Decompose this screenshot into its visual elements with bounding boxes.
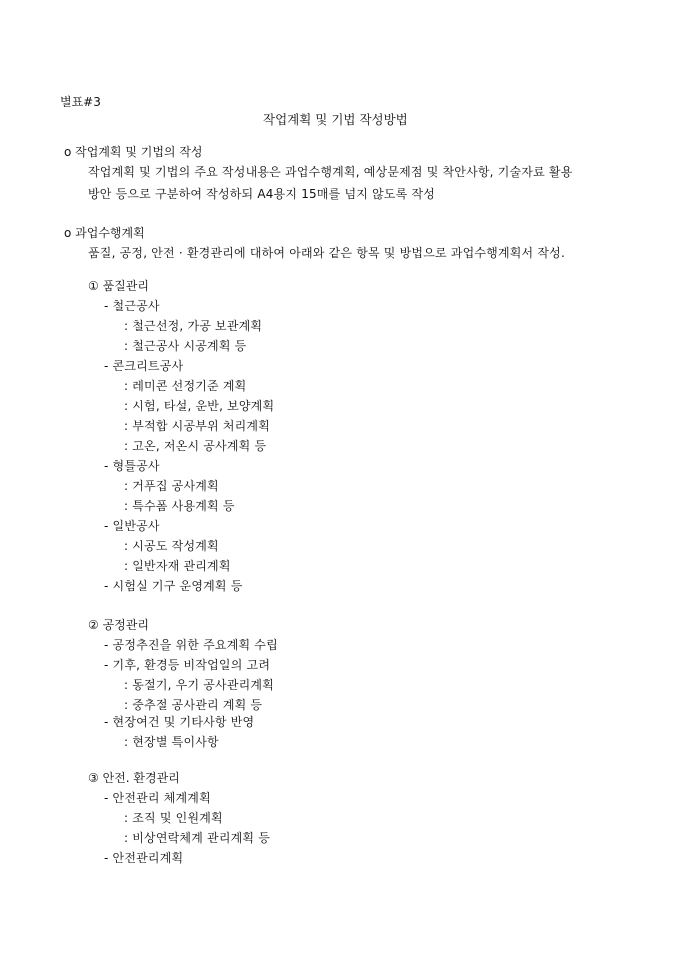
subsection-title-schedule: ② 공정관리: [88, 618, 149, 632]
list-subitem: : 비상연락체계 관리계획 등: [124, 831, 270, 845]
list-subitem: : 중추절 공사관리 계획 등: [124, 698, 263, 712]
list-item: - 현장여건 및 기타사항 반영: [104, 715, 255, 729]
list-subitem: : 현장별 특이사항: [124, 735, 219, 749]
list-subitem: : 거푸집 공사계획: [124, 479, 219, 493]
list-item: - 콘크리트공사: [104, 359, 184, 373]
paragraph-line: 방안 등으로 구분하여 작성하되 A4용지 15매를 넘지 않도록 작성: [88, 187, 436, 201]
subsection-title-safety: ③ 안전. 환경관리: [88, 771, 180, 785]
annex-label: 별표#3: [60, 95, 101, 109]
list-item: - 일반공사: [104, 519, 160, 533]
list-item: - 철근공사: [104, 299, 160, 313]
list-item: - 안전관리계획: [104, 851, 184, 865]
list-item: - 공정추진을 위한 주요계획 수립: [104, 638, 278, 652]
paragraph-line: 작업계획 및 기법의 주요 작성내용은 과업수행계획, 예상문제점 및 착안사항, 기술자료 활용: [88, 165, 573, 179]
list-subitem: : 고온, 저온시 공사계획 등: [124, 439, 267, 453]
list-subitem: : 동절기, 우기 공사관리계획: [124, 678, 275, 692]
list-item: - 형틀공사: [104, 459, 160, 473]
subsection-title-quality: ① 품질관리: [88, 279, 149, 293]
list-subitem: : 레미콘 선정기준 계획: [124, 379, 247, 393]
list-subitem: : 철근선정, 가공 보관계획: [124, 319, 263, 333]
list-item: - 안전관리 체계계획: [104, 791, 211, 805]
paragraph-line: 품질, 공정, 안전 · 환경관리에 대하여 아래와 같은 항목 및 방법으로 과업수행계획서 작성.: [88, 246, 565, 260]
section-heading-execution-plan: o 과업수행계획: [64, 226, 145, 240]
list-subitem: : 시험, 타설, 운반, 보양계획: [124, 399, 275, 413]
list-subitem: : 시공도 작성계획: [124, 539, 219, 553]
list-subitem: : 조직 및 인원계획: [124, 811, 223, 825]
list-subitem: : 특수폼 사용계획 등: [124, 499, 235, 513]
list-subitem: : 부적합 시공부위 처리계획: [124, 419, 270, 433]
section-heading-work-plan: o 작업계획 및 기법의 작성: [64, 145, 203, 159]
document-title: 작업계획 및 기법 작성방법: [263, 112, 408, 127]
list-item: - 기후, 환경등 비작업일의 고려: [104, 658, 271, 672]
list-item: - 시험실 기구 운영계획 등: [104, 579, 243, 593]
list-subitem: : 일반자재 관리계획: [124, 559, 231, 573]
list-subitem: : 철근공사 시공계획 등: [124, 339, 247, 353]
